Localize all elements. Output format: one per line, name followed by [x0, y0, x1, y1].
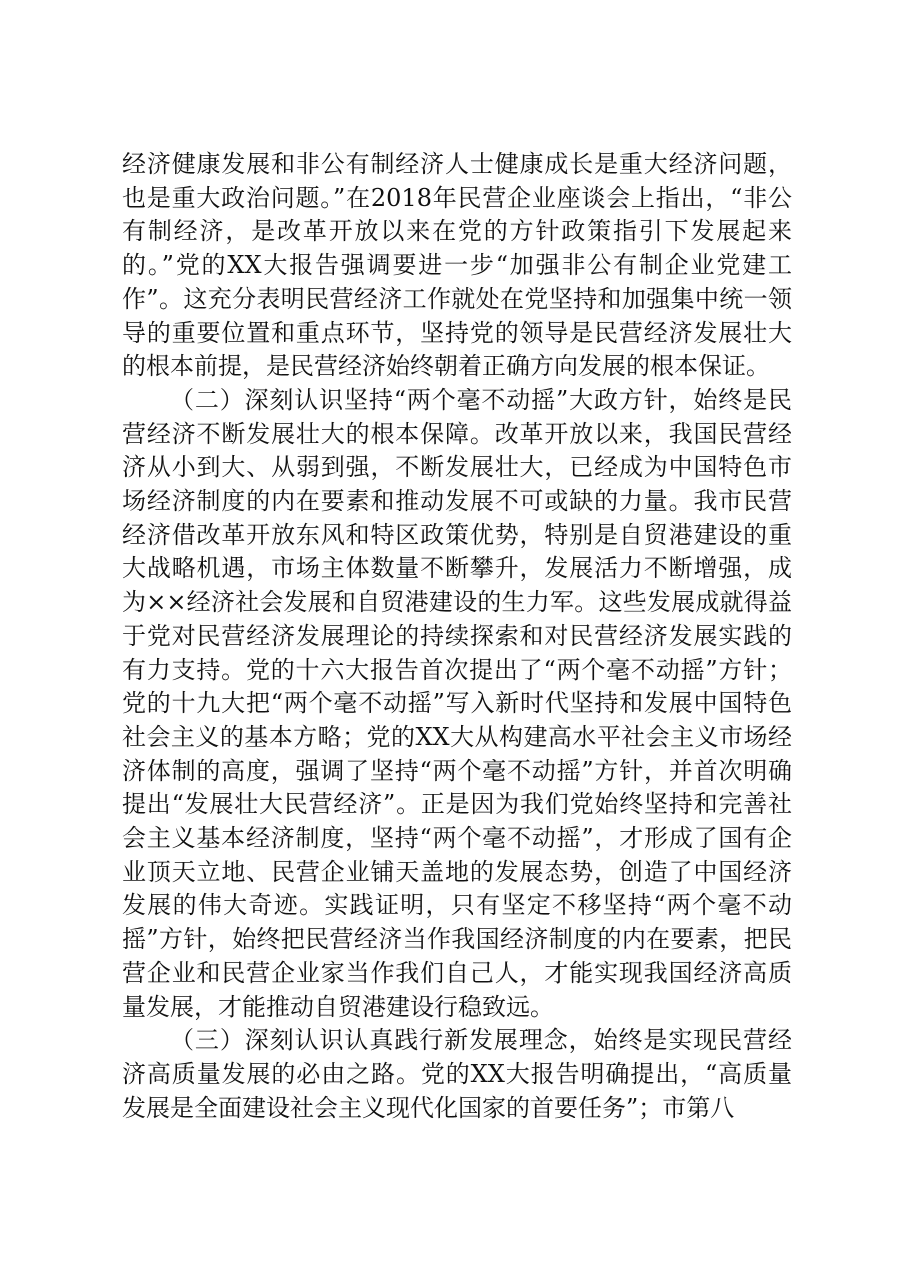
- document-body: [122, 148, 792, 1125]
- paragraph-2: （二）深刻认识坚持“两个毫不动摇”大政方针，始终是民营经济不断发展壮大的根本保障。改革开放以来，我国民营经济从小到大、从弱到强，不断发展壮大，已经成为中国特色市场经济制度的内在要素和推动发展不可或缺的力量。我市民营经济借改革开放东风和特区政策优势，特别是自贸港建设的重大战略机遇，市场主体数量不断攀升，发展活力不断增强，成为××经济社会发展和自贸港建设的生力军。这些发展成就得益于党对民营经济发展理论的持续探索和对民营经济发展实践的有力支持。党的十六大报告首次提出了“两个毫不动摇”方针；党的十九大把“两个毫不动摇”写入新时代坚持和发展中国特色社会主义的基本方略；党的XX大从构建高水平社会主义市场经济体制的高度，强调了坚持“两个毫不动摇”方针，并首次明确提出“发展壮大民营经济”。正是因为我们党始终坚持和完善社会主义基本经济制度，坚持“两个毫不动摇”，才形成了国有企业顶天立地、民营企业铺天盖地的发展态势，创造了中国经济发展的伟大奇迹。实践证明，只有坚定不移坚持“两个毫不动摇”方针，始终把民营经济当作我国经济制度的内在要素，把民营企业和民营企业家当作我们自己人，才能实现我国经济高质量发展，才能推动自贸港建设行稳致远。: [122, 385, 792, 1021]
- paragraph-3: （三）深刻认识认真践行新发展理念，始终是实现民营经济高质量发展的必由之路。党的XX大报告明确提出，“高质量发展是全面建设社会主义现代化国家的首要任务”；市第八: [122, 1026, 792, 1122]
- paragraph-1: 经济健康发展和非公有制经济人士健康成长是重大经济问题，也是重大政治问题。”在2018年民营企业座谈会上指出，“非公有制经济，是改革开放以来在党的方针政策指引下发展起来的。”党的XX大报告强调要进一步“加强非公有制企业党建工作”。这充分表明民营经济工作就处在党坚持和加强集中统一领导的重要位置和重点环节，坚持党的领导是民营经济发展壮大的根本前提，是民营经济始终朝着正确方向发展的根本保证。: [122, 150, 792, 381]
